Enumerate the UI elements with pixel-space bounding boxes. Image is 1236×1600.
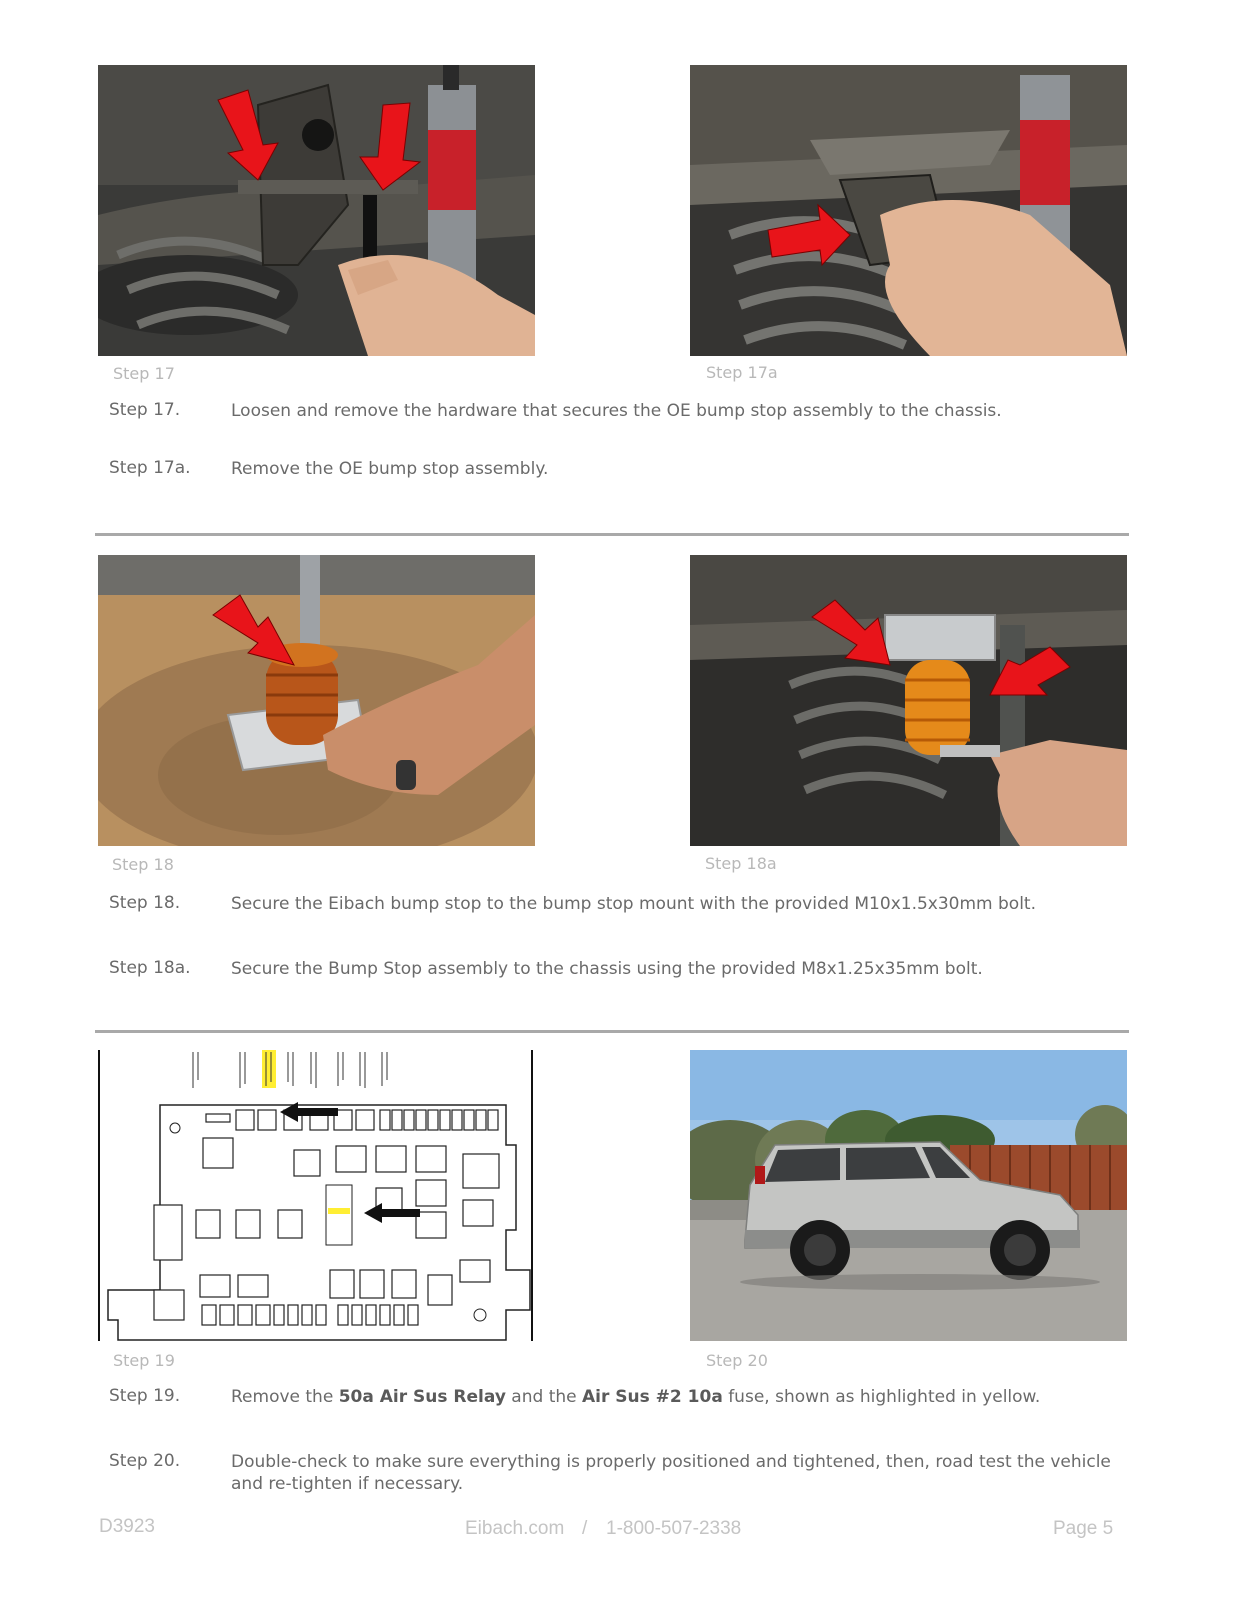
footer-website[interactable]: Eibach.com	[465, 1518, 565, 1539]
caption-step-17: Step 17	[113, 364, 175, 383]
step-19-relay-name: 50a Air Sus Relay	[338, 1387, 506, 1407]
caption-step-18a: Step 18a	[705, 854, 777, 873]
fuse-box-diagram	[98, 1050, 535, 1341]
step-19-fuse-name: Air Sus #2 10a	[582, 1387, 723, 1407]
footer-phone[interactable]: 1-800-507-2338	[606, 1518, 742, 1539]
caption-step-20: Step 20	[706, 1351, 768, 1370]
step-18-label: Step 18.	[109, 893, 181, 913]
step-18a-text: Secure the Bump Stop assembly to the chassis using the provided M8x1.25x35mm bolt.	[231, 959, 983, 979]
footer-page-number: Page 5	[1053, 1518, 1114, 1539]
caption-step-19: Step 19	[113, 1351, 175, 1370]
photo-step-18	[98, 555, 535, 846]
step-19-text-mid: and the	[505, 1387, 582, 1407]
step-17a-label: Step 17a.	[109, 458, 191, 478]
section-divider	[95, 533, 1129, 536]
caption-step-17a: Step 17a	[706, 363, 778, 382]
footer-separator: /	[582, 1518, 588, 1539]
caption-step-18: Step 18	[112, 855, 174, 874]
step-18-text: Secure the Eibach bump stop to the bump stop mount with the provided M10x1.5x30mm bolt.	[231, 894, 1036, 914]
photo-step-17	[98, 65, 535, 356]
section-divider	[95, 1030, 1129, 1033]
step-17-text: Loosen and remove the hardware that secures the OE bump stop assembly to the chassis.	[231, 401, 1002, 421]
step-17a-text: Remove the OE bump stop assembly.	[231, 459, 549, 479]
step-18a-label: Step 18a.	[109, 958, 191, 978]
step-19-label: Step 19.	[109, 1386, 181, 1406]
step-20-label: Step 20.	[109, 1451, 181, 1471]
step-19-text-post: fuse, shown as highlighted in yellow.	[722, 1387, 1041, 1407]
step-19-text-pre: Remove the	[231, 1387, 339, 1407]
photo-step-17a	[690, 65, 1127, 356]
photo-step-18a	[690, 555, 1127, 846]
step-19-text	[231, 1386, 1121, 1408]
footer-doc-id: D3923	[99, 1516, 155, 1537]
photo-step-20	[690, 1050, 1127, 1341]
step-17-label: Step 17.	[109, 400, 181, 420]
step-20-text: Double-check to make sure everything is properly positioned and tightened, then, road test the vehicle and re-tighten if necessary.	[231, 1452, 1111, 1494]
